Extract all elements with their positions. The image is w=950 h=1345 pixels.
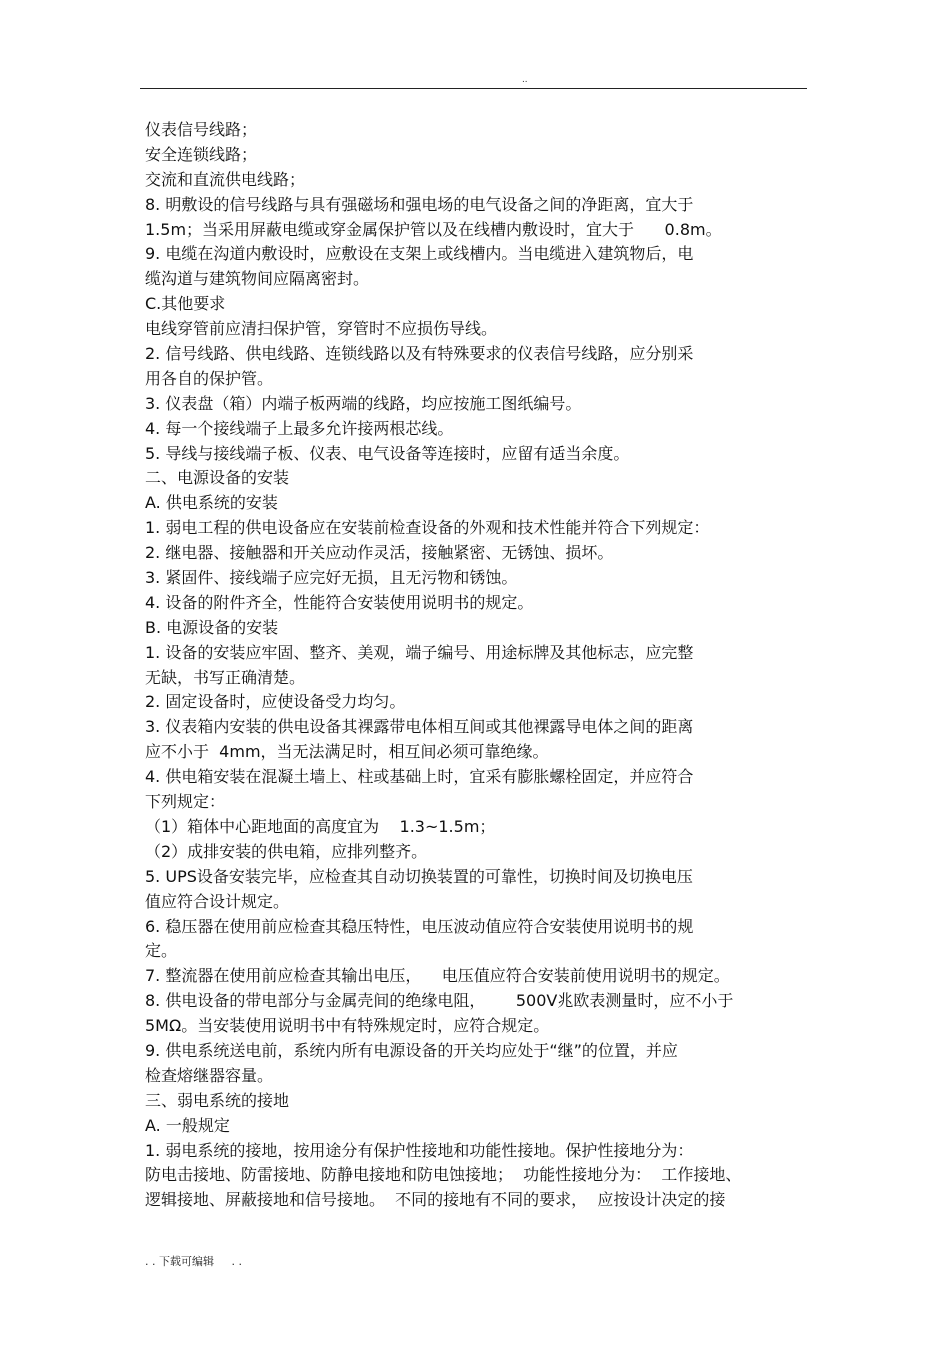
text-line: 3. 紧固件、接线端子应完好无损，且无污物和锈蚀。 xyxy=(145,568,518,588)
section-heading: C.其他要求 xyxy=(145,294,226,314)
section-heading: A. 一般规定 xyxy=(145,1115,230,1135)
header-mark: .. xyxy=(522,74,528,85)
text-line: 5. UPS设备安装完毕，应检查其自动切换装置的可靠性，切换时间及切换电压 xyxy=(145,866,693,886)
text-line: 8. 供电设备的带电部分与金属壳间的绝缘电阻， 500V兆欧表测量时，应不小于 xyxy=(145,991,734,1011)
text-line: 电线穿管前应清扫保护管，穿管时不应损伤导线。 xyxy=(145,319,498,339)
text-line: 9. 供电系统送电前，系统内所有电源设备的开关均应处于“继”的位置，并应 xyxy=(145,1040,678,1060)
text-line: 9. 电缆在沟道内敷设时，应敷设在支架上或线槽内。当电缆进入建筑物后，电 xyxy=(145,244,694,264)
text-line: 1. 弱电工程的供电设备应在安装前检查设备的外观和技术性能并符合下列规定： xyxy=(145,518,710,538)
text-line: 4. 供电箱安装在混凝土墙上、柱或基础上时，宜采有膨胀螺栓固定，并应符合 xyxy=(145,767,694,787)
footer-note: . . 下载可编辑 . . xyxy=(145,1255,242,1268)
text-line: 1. 设备的安装应牢固、整齐、美观，端子编号、用途标牌及其他标志，应完整 xyxy=(145,642,694,662)
text-line: 1. 弱电系统的接地，按用途分有保护性接地和功能性接地。保护性接地分为： xyxy=(145,1140,694,1160)
text-line: 定。 xyxy=(145,941,178,961)
text-line: 5. 导线与接线端子板、仪表、电气设备等连接时，应留有适当余度。 xyxy=(145,443,630,463)
document-body xyxy=(145,118,825,1213)
section-heading: A. 供电系统的安装 xyxy=(145,493,278,513)
text-line: 6. 稳压器在使用前应检查其稳压特性，电压波动值应符合安装使用说明书的规 xyxy=(145,916,694,936)
section-heading: 三、弱电系统的接地 xyxy=(145,1090,290,1110)
text-line: 无缺，书写正确清楚。 xyxy=(145,667,306,687)
text-line: 交流和直流供电线路； xyxy=(145,169,306,189)
text-line: 1.5m；当采用屏蔽电缆或穿金属保护管以及在线槽内敷设时，宜大于 0.8m。 xyxy=(145,219,722,239)
text-line: 3. 仪表箱内安装的供电设备其裸露带电体相互间或其他裸露导电体之间的距离 xyxy=(145,717,694,737)
text-line: 缆沟道与建筑物间应隔离密封。 xyxy=(145,269,370,289)
text-line: 逻辑接地、屏蔽接地和信号接地。 不同的接地有不同的要求， 应按设计决定的接 xyxy=(145,1190,726,1210)
text-line: （1）箱体中心距地面的高度宜为 1.3~1.5m； xyxy=(145,816,496,836)
text-line: 5MΩ。当安装使用说明书中有特殊规定时，应符合规定。 xyxy=(145,1016,550,1036)
text-line: 4. 每一个接线端子上最多允许接两根芯线。 xyxy=(145,418,454,438)
text-line: 4. 设备的附件齐全，性能符合安装使用说明书的规定。 xyxy=(145,592,534,612)
text-line: 7. 整流器在使用前应检查其输出电压， 电压值应符合安装前使用说明书的规定。 xyxy=(145,966,730,986)
section-heading: 二、电源设备的安装 xyxy=(145,468,290,488)
text-line: 防电击接地、防雷接地、防静电接地和防电蚀接地； 功能性接地分为： 工作接地、 xyxy=(145,1165,742,1185)
text-line: 下列规定： xyxy=(145,792,226,812)
text-line: 2. 固定设备时，应使设备受力均匀。 xyxy=(145,692,406,712)
text-line: 用各自的保护管。 xyxy=(145,368,274,388)
text-line: 检查熔继器容量。 xyxy=(145,1065,274,1085)
text-line: 3. 仪表盘（箱）内端子板两端的线路，均应按施工图纸编号。 xyxy=(145,393,582,413)
text-line: （2）成排安装的供电箱，应排列整齐。 xyxy=(145,841,428,861)
header-rule xyxy=(140,88,807,89)
text-line: 2. 信号线路、供电线路、连锁线路以及有特殊要求的仪表信号线路，应分别采 xyxy=(145,344,694,364)
text-line: 安全连锁线路； xyxy=(145,144,258,164)
text-line: 2. 继电器、接触器和开关应动作灵活，接触紧密、无锈蚀、损坏。 xyxy=(145,543,614,563)
section-heading: B. 电源设备的安装 xyxy=(145,617,279,637)
text-line: 值应符合设计规定。 xyxy=(145,891,290,911)
text-line: 8. 明敷设的信号线路与具有强磁场和强电场的电气设备之间的净距离，宜大于 xyxy=(145,194,694,214)
text-line: 应不小于 4mm，当无法满足时，相互间必须可靠绝缘。 xyxy=(145,742,549,762)
text-line: 仪表信号线路； xyxy=(145,120,258,139)
